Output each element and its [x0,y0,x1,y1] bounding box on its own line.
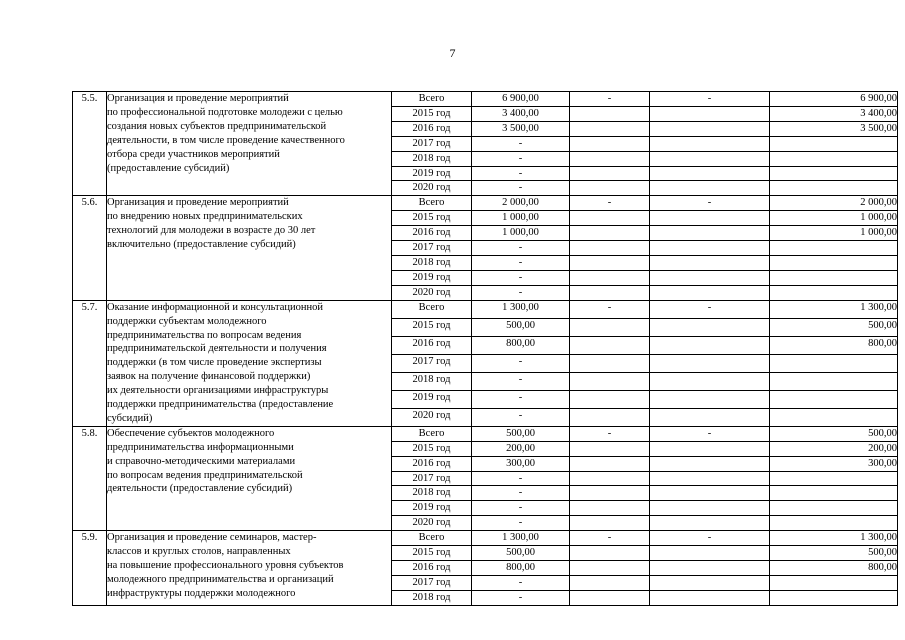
total-cell: 200,00 [472,441,570,456]
total-cell: 2 000,00 [472,196,570,211]
total-cell: - [472,390,570,408]
local-budget-cell: 500,00 [770,318,898,336]
total-cell: 1 300,00 [472,300,570,318]
federal-budget-cell [570,285,650,300]
regional-budget-cell [650,241,770,256]
federal-budget-cell [570,590,650,605]
table-row [73,426,898,441]
total-cell: - [472,166,570,181]
total-cell: - [472,501,570,516]
federal-budget-cell [570,211,650,226]
local-budget-cell [770,501,898,516]
item-number: 5.6. [73,196,107,300]
regional-budget-cell [650,354,770,372]
item-number: 5.8. [73,426,107,530]
year-cell: 2018 год [392,372,472,390]
total-cell: - [472,408,570,426]
total-cell: 500,00 [472,318,570,336]
year-cell: 2020 год [392,408,472,426]
federal-budget-cell [570,501,650,516]
local-budget-cell: 500,00 [770,546,898,561]
regional-budget-cell [650,456,770,471]
year-cell: 2018 год [392,486,472,501]
total-cell: - [472,575,570,590]
year-cell: 2015 год [392,211,472,226]
local-budget-cell [770,390,898,408]
local-budget-cell: 1 000,00 [770,211,898,226]
year-cell: 2016 год [392,226,472,241]
regional-budget-cell: - [650,426,770,441]
year-cell: 2018 год [392,590,472,605]
year-cell: Всего [392,196,472,211]
local-budget-cell: 800,00 [770,561,898,576]
regional-budget-cell [650,546,770,561]
total-cell: - [472,241,570,256]
federal-budget-cell [570,486,650,501]
year-cell: 2019 год [392,270,472,285]
federal-budget-cell [570,318,650,336]
regional-budget-cell [650,372,770,390]
total-cell: 800,00 [472,336,570,354]
total-cell: 3 500,00 [472,121,570,136]
federal-budget-cell: - [570,300,650,318]
regional-budget-cell [650,211,770,226]
local-budget-cell [770,151,898,166]
regional-budget-cell: - [650,531,770,546]
regional-budget-cell [650,318,770,336]
local-budget-cell: 500,00 [770,426,898,441]
local-budget-cell: 3 500,00 [770,121,898,136]
regional-budget-cell: - [650,300,770,318]
total-cell: - [472,270,570,285]
local-budget-cell [770,471,898,486]
year-cell: 2016 год [392,121,472,136]
federal-budget-cell [570,441,650,456]
federal-budget-cell [570,270,650,285]
regional-budget-cell [650,336,770,354]
total-cell: - [472,590,570,605]
regional-budget-cell [650,441,770,456]
total-cell: 6 900,00 [472,92,570,107]
federal-budget-cell [570,372,650,390]
regional-budget-cell [650,486,770,501]
regional-budget-cell [650,575,770,590]
regional-budget-cell [650,390,770,408]
total-cell: - [472,285,570,300]
year-cell: 2019 год [392,390,472,408]
regional-budget-cell: - [650,92,770,107]
local-budget-cell [770,354,898,372]
year-cell: 2020 год [392,516,472,531]
local-budget-cell: 2 000,00 [770,196,898,211]
item-description: Обеспечение субъектов молодежного предпринимательства информационными и справочно-методическими материалами по вопросам ведения предпринимательской деятельности (предоставление субсидий) [107,426,392,530]
regional-budget-cell [650,136,770,151]
total-cell: - [472,372,570,390]
local-budget-cell: 3 400,00 [770,106,898,121]
local-budget-cell [770,270,898,285]
regional-budget-cell [650,561,770,576]
federal-budget-cell [570,546,650,561]
year-cell: 2017 год [392,354,472,372]
local-budget-cell: 800,00 [770,336,898,354]
federal-budget-cell: - [570,196,650,211]
table-row [73,92,898,107]
item-description: Оказание информационной и консультационной поддержки субъектам молодежного предпринимательства по вопросам ведения предпринимательской деятельности и получения поддержки (в том числе проведение экспертизы заявок на получение финансовой поддержки) их деятельности организациями инфраструктуры поддержки предпринимательства (предоставление субсидий) [107,300,392,426]
item-description: Организация и проведение мероприятий по внедрению новых предпринимательских технологий для молодежи в возрасте до 30 лет включительно (предоставление субсидий) [107,196,392,300]
local-budget-cell: 300,00 [770,456,898,471]
local-budget-cell: 1 000,00 [770,226,898,241]
local-budget-cell: 1 300,00 [770,531,898,546]
year-cell: 2020 год [392,181,472,196]
total-cell: - [472,151,570,166]
local-budget-cell: 6 900,00 [770,92,898,107]
regional-budget-cell [650,226,770,241]
regional-budget-cell [650,501,770,516]
year-cell: Всего [392,92,472,107]
federal-budget-cell: - [570,531,650,546]
total-cell: 300,00 [472,456,570,471]
page-number: 7 [449,46,456,60]
total-cell: - [472,136,570,151]
local-budget-cell [770,575,898,590]
item-description: Организация и проведение семинаров, мастер- классов и круглых столов, направленных на повышение профессионального уровня субъектов молодежного предпринимательства и организаций инфраструктуры поддержки молодежного [107,531,392,606]
total-cell: 500,00 [472,426,570,441]
local-budget-cell [770,166,898,181]
item-number: 5.9. [73,531,107,606]
local-budget-cell [770,136,898,151]
table-row [73,531,898,546]
item-number: 5.7. [73,300,107,426]
federal-budget-cell [570,575,650,590]
total-cell: 3 400,00 [472,106,570,121]
total-cell: 500,00 [472,546,570,561]
total-cell: - [472,516,570,531]
total-cell: 1 000,00 [472,226,570,241]
federal-budget-cell: - [570,92,650,107]
local-budget-cell [770,181,898,196]
year-cell: 2018 год [392,151,472,166]
year-cell: 2017 год [392,241,472,256]
regional-budget-cell [650,270,770,285]
federal-budget-cell [570,336,650,354]
year-cell: 2016 год [392,561,472,576]
regional-budget-cell [650,516,770,531]
local-budget-cell [770,486,898,501]
regional-budget-cell [650,166,770,181]
year-cell: 2015 год [392,546,472,561]
local-budget-cell [770,241,898,256]
federal-budget-cell [570,106,650,121]
year-cell: Всего [392,426,472,441]
local-budget-cell [770,516,898,531]
regional-budget-cell [650,181,770,196]
federal-budget-cell [570,136,650,151]
item-number: 5.5. [73,92,107,196]
federal-budget-cell: - [570,426,650,441]
year-cell: Всего [392,300,472,318]
year-cell: 2018 год [392,255,472,270]
total-cell: - [472,354,570,372]
regional-budget-cell [650,590,770,605]
regional-budget-cell [650,121,770,136]
year-cell: 2019 год [392,501,472,516]
item-description: Организация и проведение мероприятий по профессиональной подготовке молодежи с целью создания новых субъектов предпринимательской деятельности, в том числе проведение качественного отбора среди участников мероприятий (предоставление субсидий) [107,92,392,196]
regional-budget-cell: - [650,196,770,211]
local-budget-cell [770,255,898,270]
federal-budget-cell [570,561,650,576]
total-cell: 1 000,00 [472,211,570,226]
local-budget-cell [770,372,898,390]
total-cell: 800,00 [472,561,570,576]
year-cell: 2019 год [392,166,472,181]
total-cell: - [472,486,570,501]
federal-budget-cell [570,408,650,426]
federal-budget-cell [570,166,650,181]
regional-budget-cell [650,151,770,166]
total-cell: 1 300,00 [472,531,570,546]
federal-budget-cell [570,226,650,241]
federal-budget-cell [570,390,650,408]
table-row [73,300,898,318]
federal-budget-cell [570,354,650,372]
year-cell: 2017 год [392,471,472,486]
federal-budget-cell [570,471,650,486]
federal-budget-cell [570,151,650,166]
total-cell: - [472,181,570,196]
local-budget-cell [770,285,898,300]
regional-budget-cell [650,471,770,486]
year-cell: 2017 год [392,136,472,151]
budget-table-body [73,92,898,606]
regional-budget-cell [650,285,770,300]
federal-budget-cell [570,255,650,270]
local-budget-cell [770,408,898,426]
federal-budget-cell [570,181,650,196]
year-cell: 2020 год [392,285,472,300]
year-cell: 2016 год [392,456,472,471]
local-budget-cell: 200,00 [770,441,898,456]
federal-budget-cell [570,121,650,136]
year-cell: 2015 год [392,441,472,456]
year-cell: 2015 год [392,318,472,336]
federal-budget-cell [570,516,650,531]
year-cell: Всего [392,531,472,546]
year-cell: 2015 год [392,106,472,121]
federal-budget-cell [570,456,650,471]
local-budget-cell: 1 300,00 [770,300,898,318]
table-row [73,196,898,211]
year-cell: 2017 год [392,575,472,590]
regional-budget-cell [650,255,770,270]
regional-budget-cell [650,106,770,121]
local-budget-cell [770,590,898,605]
year-cell: 2016 год [392,336,472,354]
federal-budget-cell [570,241,650,256]
budget-table [72,91,898,606]
total-cell: - [472,471,570,486]
total-cell: - [472,255,570,270]
regional-budget-cell [650,408,770,426]
